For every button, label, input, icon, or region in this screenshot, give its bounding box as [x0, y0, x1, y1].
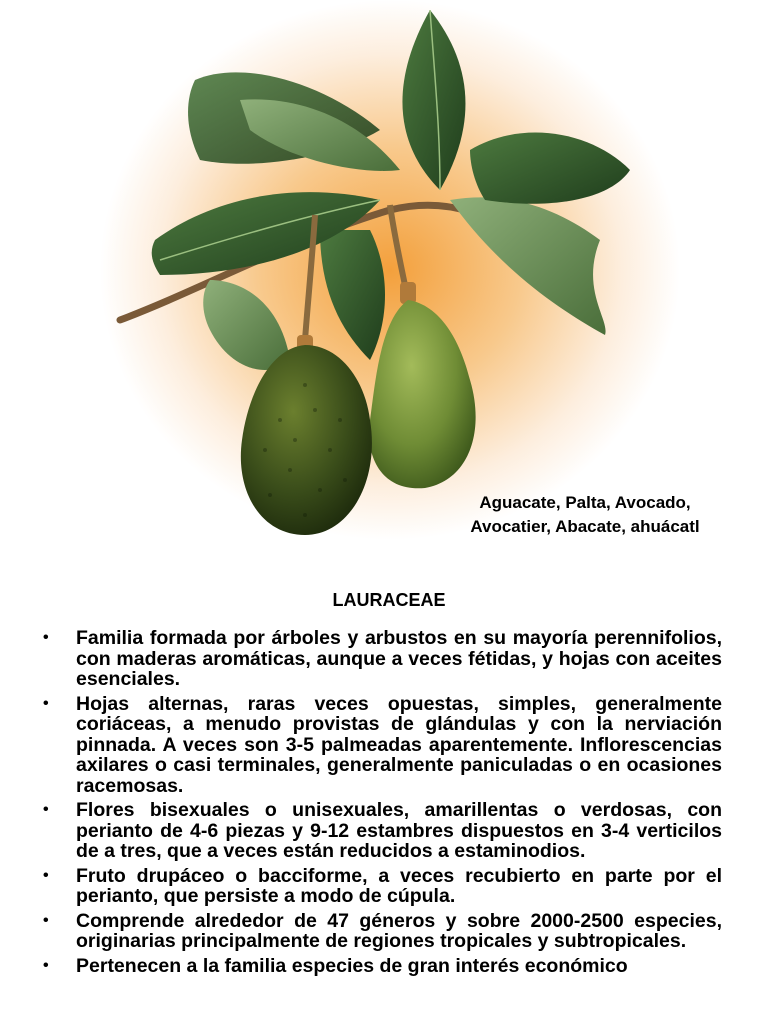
species-common-names [420, 491, 750, 539]
bullet-dot-icon: • [43, 629, 49, 646]
bullet-dot-icon: • [43, 956, 49, 974]
list-item: • Fruto drupáceo o bacciforme, a veces recubierto en parte por el perianto, que persiste a modo de cúpula. [43, 864, 722, 907]
caption-line-2: Avocatier, Abacate, ahuácatl [470, 517, 700, 536]
list-item: • Flores bisexuales o unisexuales, amarillentas o verdosas, con perianto de 4-6 piezas y 9-12 estambres dispuestos en 3-4 verticilos de a tres, que a veces están reducidos a estaminodios. [43, 799, 722, 862]
caption-line-1: Aguacate, Palta, Avocado, [479, 493, 691, 512]
bullet-dot-icon: • [43, 801, 49, 818]
bullet-dot-icon: • [43, 911, 49, 929]
list-item: • Pertenecen a la familia especies de gran interés económico [43, 954, 628, 977]
list-item: • Hojas alternas, raras veces opuestas, simples, generalmente coriáceas, a menudo provistas de glándulas y con la nerviación pinnada. A veces son 3-5 palmeadas aparentemente. Inflorescencias axilares o casi terminales, generalmente paniculadas o en ocasiones racemosas. [43, 692, 722, 797]
family-heading: LAURACEAE [332, 590, 446, 610]
bullet-dot-icon: • [43, 866, 49, 884]
bullet-dot-icon: • [43, 694, 49, 712]
avocado-branch-illustration [90, 0, 690, 560]
list-item: • Familia formada por árboles y arbustos en su mayoría perennifolios, con maderas aromáticas, aunque a veces fétidas, y hojas con aceites esenciales. [43, 627, 722, 690]
description-list [40, 628, 722, 980]
list-item: • Comprende alrededor de 47 géneros y sobre 2000-2500 especies, originarias principalmente de regiones tropicales y subtropicales. [43, 909, 722, 952]
